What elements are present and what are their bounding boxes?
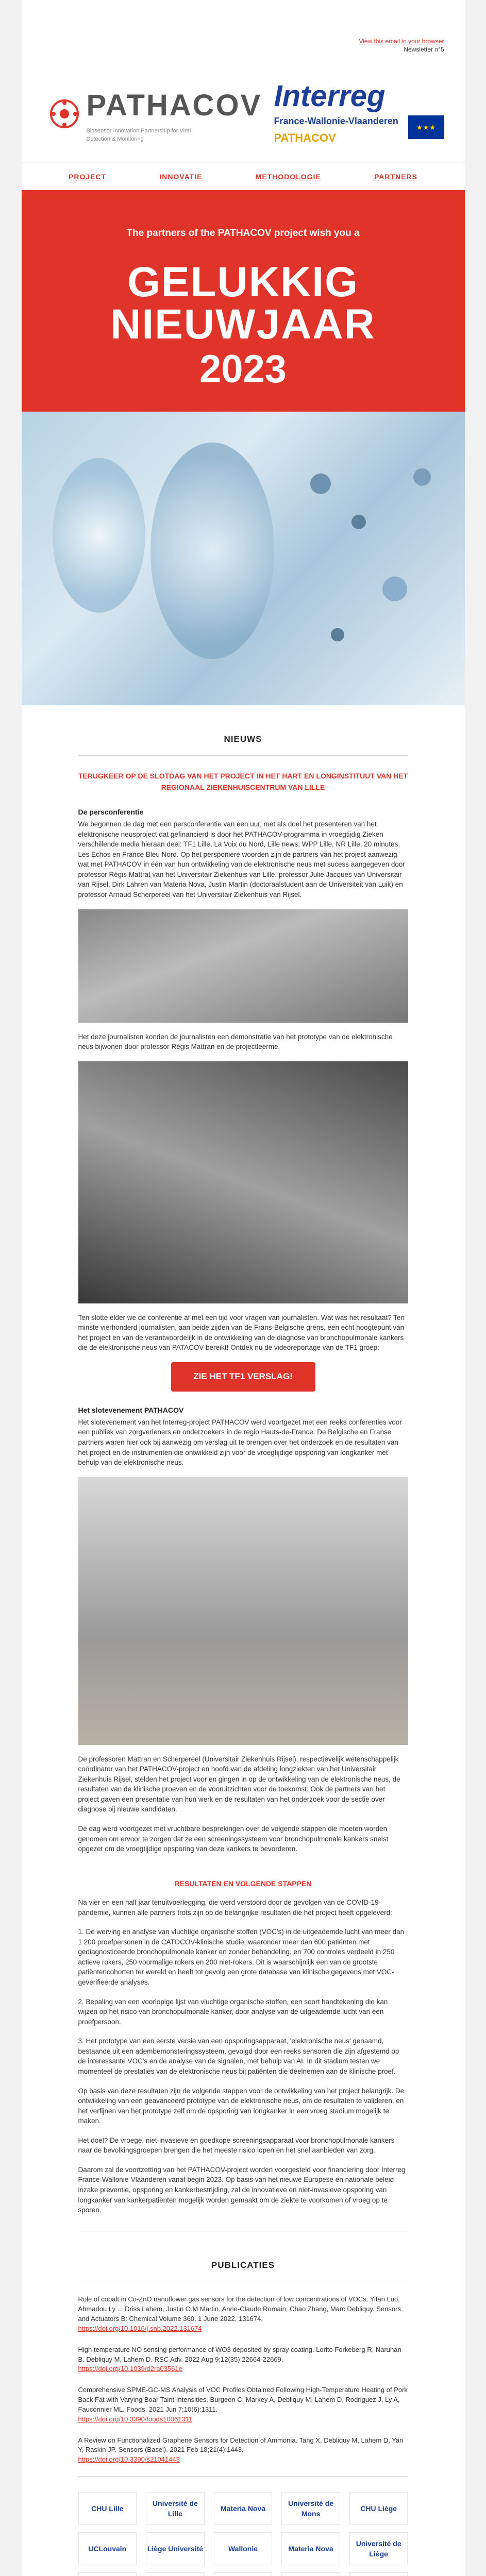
partner-logo: Wallonie [214, 2532, 273, 2565]
publicaties-heading: PUBLICATIES [211, 2260, 275, 2270]
slot-closing: De dag werd voortgezet met vruchtbare besprekingen over de volgende stappen die moeten worden genomen om ervoor te zorgen dat ze een screeningssysteem voor bronchopulmonale kankers snelst opgezet om de vroegtijdige opsporing van deze kankers te bevorderen. [78, 1825, 389, 1853]
partner-logo: CHU Liège [349, 2492, 408, 2525]
partner-logo: Materia Nova [214, 2492, 273, 2525]
partner-logo: Université de Mons [281, 2492, 340, 2525]
nav-innovatie[interactable]: INNOVATIE [159, 173, 203, 181]
new-year-banner [22, 190, 465, 412]
nieuws-heading: NIEUWS [224, 734, 262, 744]
banner-year: 2023 [199, 347, 287, 391]
persconf-caption: Het deze journalisten konden de journalisten een demonstratie van het prototype van de elektronische neus bijwonen door professor Régis Mattran en de projectleerme. [78, 1032, 393, 1051]
pathacov-logo [49, 84, 262, 144]
resultaten-subhead: RESULTATEN EN VOLGENDE STAPPEN [174, 1879, 312, 1888]
partner-logo: UCLouvain [78, 2532, 137, 2565]
partner-logo: Université de Lille [146, 2492, 205, 2525]
publication-item [78, 2295, 408, 2333]
interreg-project-name: PATHACOV [274, 131, 336, 145]
banner-intro: The partners of the PATHACOV project wish you a [126, 228, 360, 239]
partner-logo [78, 2572, 137, 2576]
view-in-browser-link[interactable]: View this email in your browser [359, 38, 444, 45]
slot-caption: De professoren Mattran en Scherpereel (Universitair Ziekenhuis Rijsel), respectievelijk wetenschappelijk coördinator van het PATHACOV-project en hoofd van de afdeling longziekten van het Universitair Ziekenhuis Rijsel, stelden het project voor en gingen in op de ontwikkeling van de elektronische neus, de resultaten van de klinische proeven en de vooruitzichten voor de toekomst. Ook de partners van het project gaven een presentatie van hun werk en de resultaten van het onderzoek voor de sectie over diagnose bij nieuwe kandidaten. [78, 1755, 400, 1814]
publication-item [78, 2345, 408, 2375]
partner-logo: Materia Nova [281, 2532, 340, 2565]
publication-link[interactable]: https://doi.org/10.3390/foods10061311 [78, 2415, 193, 2423]
interreg-wordmark: Interreg [274, 79, 386, 113]
publication-link[interactable]: https://doi.org/10.1039/d2ra03561e [78, 2365, 182, 2373]
resultaten-paragraph-1: Op basis van deze resultaten zijn de volgende stappen voor de ontwikkeling van het project belangrijk. De ontwikkeling van een geavanceerd prototype van de elektronische neus, om de resultaten te valideren, en het verfijnen van het prototype zelf om de opsporing van longkanker in een vroeg stadium mogelijk te maken. [78, 2087, 405, 2125]
slot-text: Het slotevenement van het Interreg-project PATHACOV werd voortgezet met een reeks conferenties voor een publiek van zorgverleners en onderzoekers in de regio Hauts-de-France. De Belgische en Franse partners waren hier ook bij aanwezig om verslag uit te brengen over het onderzoek en de resultaten van het project en de instrumenten die ontwikkeld zijn voor de vroegtijdige opsporing van longkanker met behulp van de elektronische neus. [78, 1418, 402, 1467]
eu-flag-icon: ★★★ [408, 115, 444, 139]
nieuws-subhead: TERUGKEER OP DE SLOTDAG VAN HET PROJECT IN HET HART EN LONGINSTITUUT VAN HET REGIONAAL ZIEKENHUISCENTRUM VAN LILLE [78, 771, 408, 792]
partner-logos [22, 2477, 465, 2576]
pathacov-mark-icon [49, 99, 79, 129]
publication-item [78, 2436, 408, 2465]
resultaten-paragraph-2: Het doel? De vroege, niet-invasieve en goedkope screeningsapparaat voor bronchopulmonale kankers naar de bevolkingsgroepen brengen die het meeste risico lopen en het snel aanbieden van zorg. [78, 2136, 395, 2155]
partner-logo: Liège Université [146, 2532, 205, 2565]
lungs-molecules-illustration [22, 412, 465, 705]
nieuws-section [22, 756, 465, 2215]
partner-logo: CHU Lille [78, 2492, 137, 2525]
resultaten-intro: Na vier en een half jaar tenuitvoerlegging, die werd verstoord door de gevolgen van de COVID-19-pandemie, kunnen alle partners trots zijn op de belangrijke resultaten die het project heeft opgeleverd: [78, 1899, 392, 1917]
resultaten-paragraph-3: Daarom zal de voortzetting van het PATHACOV-project worden voorgesteld voor financiering door Interreg France-Wallonie-Vlaanderen vanaf begin 2023. Op basis van het nieuwe Europese en nationale beleid inzake preventie, opsporing en kankerbestrijding, zal de innovatieve en niet-invasieve opsporing van longkanker van kankerpatiënten mogelijk worden gemaakt om de ziekte te voorkomen of vroeg op te sporen. [78, 2165, 406, 2214]
pathacov-tagline: Biosensor Innovation Partnership for Viral Detection & Monitoring [86, 128, 191, 143]
result-item-1: 1. De werving en analyse van vluchtige organische stoffen (VOC's) in de uitgeademde lucht van meer dan 1 200 proefpersonen in de CATOCOV-klinische studie, waaronder meer dan 600 patiënten met gediagnosticeerde bronchopulmonale kanker en zonder behandeling, en 700 controles verdeeld in 250 actieve rokers, 250 voormalige rokers en 200 niet-rokers. Dit is waarschijnlijk een van de grootste patiëntencohorten ter wereld en heeft tot gevolg een grote database van klinische gegevens met VOC-geverifieerde analyses. [78, 1928, 405, 1987]
result-item-3: 3. Het prototype van een eerste versie van een opsporingsapparaat, 'elektronische neus' genaamd, bestaande uit een adembemonsteringssysteem, gevolgd door een reeks sensoren die zijn afgestemd op de interessante VOC's en de analyse van de signalen, met behulp van AI. In dit stadium testen we momenteel de prestaties van de elektronische neus bij patiënten die deelnemen aan de klinische proef. [78, 2037, 399, 2075]
persconf-text: We begonnen de dag met een persconferentie van een uur, met als doel het presenteren van het elektronische neusproject dat gefinancierd is door het PATHACOV-programma in vroegtijdig Zieken verschillende media hieraan deel: TF1 Lille, La Voix du Nord, Lille news, WPP Lille, NR Lille, 20 minutes, Les Echos en France Bleu Nord. Op het persponiere woorden zijn de partners van het project aanwezig wat met PATHACOV in één van hun ontwikkeling van de elektronische neus met sucess aangegeven door professor Régis Mattrat van het Universitair Ziekenhuis van Lille, professor Julie Jacques van Universitair van Rijsel, Dirk Lahren van Materia Nova, Justin Martin (doctoraalstudent aan de Universiteit van Luik) en professor Arnaud Scherpereel van het Universitair Ziekenhuis van Rijsel. [78, 820, 405, 899]
result-item-2: 2. Bepaling van een voorlopige lijst van vluchtige organische stoffen, een soort handtekening die kan wijzen op het risico van bronchopulmonale kanker, door analyse van de uitgeademde lucht van een proefpersoon. [78, 1997, 388, 2026]
publication-citation: High temperature NO sensing performance of WO3 deposited by spray coating. Lorito Forkeberg R, Naruhan B, Debliquy M, Lahem D. RSC Adv. 2022 Aug 9;12(35):22664-22669. [78, 2345, 401, 2363]
newsletter-number: Newsletter n°5 [404, 46, 444, 53]
publication-citation: A Review on Functionalized Graphene Sensors for Detection of Ammonia. Tang X, Debliquy M, Lahem D, Yan Y, Raskin JP. Sensors (Basel). 2021 Feb 18;21(4):1443. [78, 2436, 404, 2454]
publication-link[interactable]: https://doi.org/10.1016/j.snb.2022.131674 [78, 2324, 202, 2332]
partner-logo [349, 2572, 408, 2576]
tf1-intro: Ten slotte elder we de conferentie af met een tijd voor vragen van journalisten. Wat was het resultaat? Ten minste vierhonderd journalisten, aan beide zijden van de Frans-Belgische grens, een echt hoogtepunt van het project en van de verantwoordelijk in de ontwikkeling van de diagnose van bronchopulmonale kankers die de elektronische neus van PATACOV bereikt! Ontdek nu de videoreportage van de TF1 groep: [78, 1313, 405, 1352]
pathacov-wordmark: PATHACOV [86, 89, 262, 123]
press-conference-photo [78, 909, 408, 1023]
logo-row [22, 54, 465, 162]
publication-link[interactable]: https://doi.org/10.3390/s21041443 [78, 2455, 180, 2464]
main-nav [22, 162, 465, 190]
conference-speaker-photo [78, 1477, 408, 1745]
publications-list [22, 2281, 465, 2465]
tf1-report-button[interactable]: ZIE HET TF1 VERSLAG! [171, 1362, 315, 1392]
enose-demo-photo [78, 1061, 408, 1303]
banner-title: GELUKKIG NIEUWJAAR [110, 258, 376, 348]
publication-citation: Role of cobalt in Co-ZnO nanoflower gas sensors for the detection of low concentrations of VOCs. Yifan Luo, Ahmadou Ly ... Driss Lahem, Justin O.M Martin, Anne-Claude Romain, Chao Zhang, Marc Debliquy. Sensors and Actuators B: Chemical Volume 360, 1 June 2022, 131674. [78, 2295, 401, 2323]
newsletter-page [22, 0, 465, 2576]
slot-heading: Het slotevenement PATHACOV [78, 1405, 184, 1414]
nav-methodologie[interactable]: METHODOLOGIE [255, 173, 321, 181]
persconf-heading: De persconferentie [78, 807, 144, 816]
publication-citation: Comprehensive SPME-GC-MS Analysis of VOC Profiles Obtained Following High-Temperature Heating of Pork Back Fat with Varying Boar Taint Intensities. Burgeon C, Markey A, Debliquy M, Lahem D, Rodriguez J, Ly A, Fauconnier ML. Foods. 2021 Jun 7;10(6):1311. [78, 2386, 408, 2413]
top-bar [22, 0, 465, 54]
partner-logo [281, 2572, 340, 2576]
partner-logo [214, 2572, 273, 2576]
partner-logo [146, 2572, 205, 2576]
interreg-region: France-Wallonie-Vlaanderen [274, 116, 398, 126]
nav-project[interactable]: PROJECT [69, 173, 107, 181]
interreg-logo [274, 81, 444, 146]
nav-partners[interactable]: PARTNERS [374, 173, 417, 181]
publication-item [78, 2385, 408, 2424]
partner-logo: Université de Liège [349, 2532, 408, 2565]
